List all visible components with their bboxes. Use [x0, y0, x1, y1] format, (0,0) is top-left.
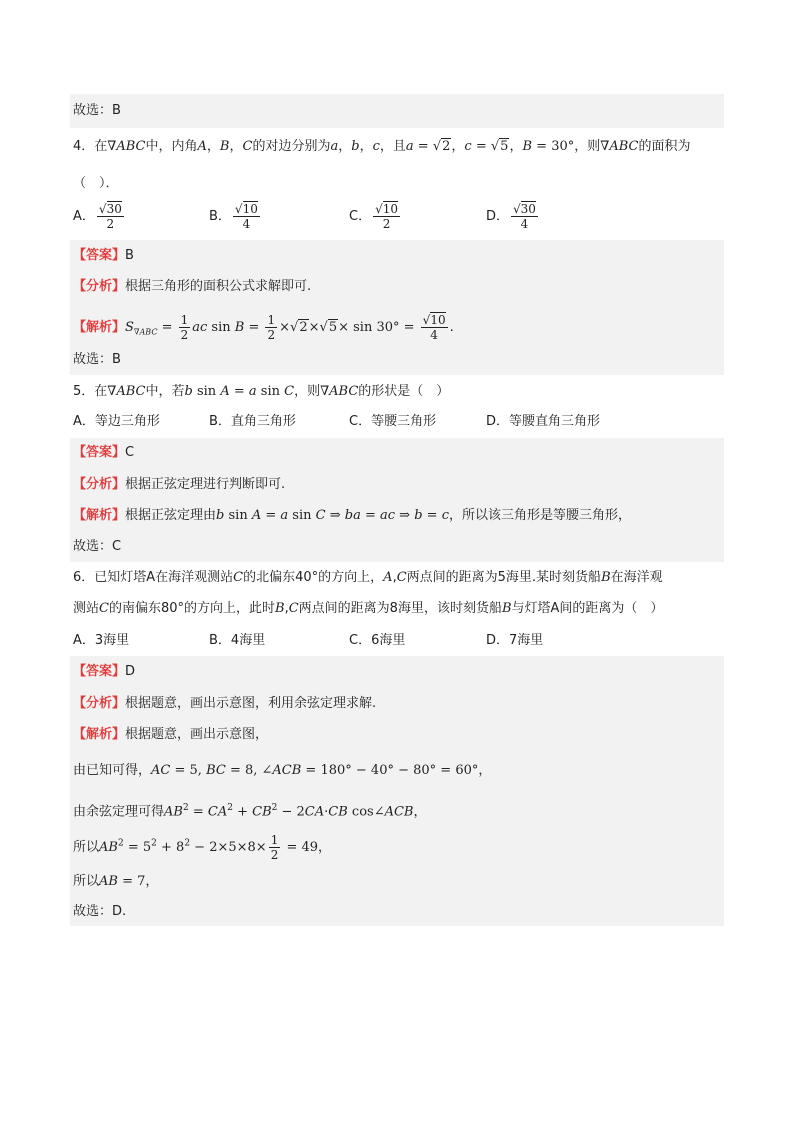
q5-option-b[interactable]: B．直角三角形: [209, 414, 296, 429]
q4-option-b[interactable]: B． $\frac{√10}{4}$: [209, 202, 258, 231]
q4-analysis: 【分析】根据三角形的面积公式求解即可.: [73, 279, 312, 294]
q5-solution: 【解析】根据正弦定理由b sin A = a sin C ⇒ ba = ac ⇒ b = c，所以该三角形是等腰三角形，: [73, 508, 631, 523]
q4-stem: 4．在∇ABC中，内角A，B，C的对边分别为a，b，c，且a = √2，c = √5，B = 30°，则∇ABC的面积为: [73, 139, 691, 154]
q6-answer: 【答案】D: [73, 664, 136, 679]
q6-option-a[interactable]: A．3海里: [73, 633, 130, 648]
q4-option-c[interactable]: C． $\frac{√10}{2}$: [349, 202, 399, 231]
solution-block-q3-tail: [70, 94, 724, 128]
q6-option-c[interactable]: C．6海里: [349, 633, 406, 648]
q4-choose: 故选：B: [73, 352, 121, 367]
q6-step2: 由余弦定理可得$AB^2 = CA^2 + CB^2 - 2CA\cdot CB$ cos∠ACB，: [73, 803, 427, 820]
q5-stem: 5．在∇ABC中，若b sin A = a sin C，则∇ABC的形状是（ ）: [73, 384, 450, 399]
q6-step1: 由已知可得，AC = 5, BC = 8, ∠ACB = 180° − 40° − 80° = 60°，: [73, 763, 492, 778]
q4-option-d[interactable]: D． $\frac{√30}{4}$: [486, 202, 536, 231]
q5-option-d[interactable]: D．等腰直角三角形: [486, 414, 601, 429]
q3-choose: 故选：B: [73, 103, 121, 118]
q4-option-a[interactable]: A． $\frac{√30}{2}$: [73, 202, 122, 231]
q6-option-d[interactable]: D．7海里: [486, 633, 544, 648]
q6-stem-line2: 测站C的南偏东80°的方向上，此时B,C两点间的距离为8海里，该时刻货船B与灯塔A间的距离为（ ）: [73, 601, 664, 616]
q4-answer: 【答案】B: [73, 248, 134, 263]
q5-option-a[interactable]: A．等边三角形: [73, 414, 160, 429]
q5-choose: 故选：C: [73, 539, 122, 554]
q5-option-c[interactable]: C．等腰三角形: [349, 414, 437, 429]
q6-solution: 【解析】根据题意，画出示意图，: [73, 727, 269, 742]
q6-step4: 所以AB = 7，: [73, 874, 159, 889]
q6-step3: 所以$AB^2 = 5^2 + 8^2 - 2\times 5\times 8\times$ $\frac{1}{2}$ = 49，: [73, 833, 332, 862]
q5-analysis: 【分析】根据正弦定理进行判断即可.: [73, 477, 286, 492]
q6-stem-line1: 6．已知灯塔A在海洋观测站C的北偏东40°的方向上，A,C两点间的距离为5海里.某时刻货船B在海洋观: [73, 570, 663, 585]
q5-answer: 【答案】C: [73, 445, 135, 460]
q6-analysis: 【分析】根据题意，画出示意图，利用余弦定理求解.: [73, 696, 377, 711]
q6-choose: 故选：D.: [73, 904, 127, 919]
solution-block-q4: [70, 240, 724, 375]
q4-solution: 【解析】$S_{\nabla ABC}$ = $\frac{1}{2}$ ac sin B = $\frac{1}{2}$ ×√2×√5× sin 30° = $\frac{√10}{4}$ .: [73, 313, 454, 342]
q4-paren: （ ）．: [73, 176, 119, 191]
q6-option-b[interactable]: B．4海里: [209, 633, 266, 648]
solution-block-q5: [70, 438, 724, 562]
